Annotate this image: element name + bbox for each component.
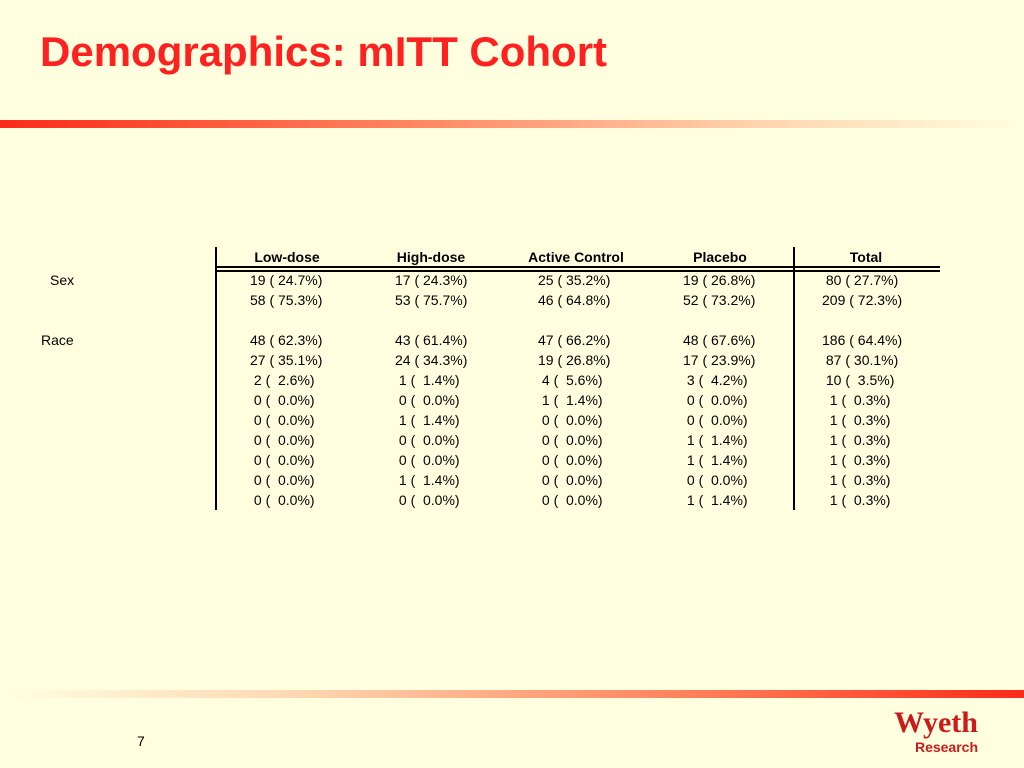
table-cell: 80 ( 27.7%) — [822, 272, 899, 288]
table-cell: 0 ( 0.0%) — [250, 452, 315, 468]
slide-title: Demographics: mITT Cohort — [40, 28, 608, 75]
header-rule-1 — [215, 266, 940, 268]
table-cell: 1 ( 0.3%) — [822, 472, 891, 488]
table-cell: 10 ( 3.5%) — [822, 372, 895, 388]
table-cell: 0 ( 0.0%) — [683, 412, 748, 428]
table-cell: 87 ( 30.1%) — [822, 352, 899, 368]
table-cell: 25 ( 35.2%) — [538, 272, 611, 288]
table-cell: 0 ( 0.0%) — [683, 472, 748, 488]
table-cell: 2 ( 2.6%) — [250, 372, 315, 388]
table-cell: 1 ( 1.4%) — [395, 372, 460, 388]
table-cell: 0 ( 0.0%) — [250, 392, 315, 408]
col-header-total: Total — [849, 249, 883, 265]
table-cell: 0 ( 0.0%) — [395, 452, 460, 468]
table-cell: 1 ( 0.3%) — [822, 492, 891, 508]
col-header-low-dose: Low-dose — [254, 249, 320, 265]
table-cell: 1 ( 1.4%) — [683, 432, 748, 448]
logo-subtitle: Research — [914, 739, 978, 755]
table-cell: 209 ( 72.3%) — [822, 292, 903, 308]
wyeth-research-logo — [866, 708, 978, 755]
top-divider — [0, 120, 1024, 128]
table-cell: 19 ( 26.8%) — [538, 352, 611, 368]
table-cell: 17 ( 23.9%) — [683, 352, 756, 368]
table-cell: 48 ( 67.6%) — [683, 332, 756, 348]
table-cell: 0 ( 0.0%) — [538, 452, 603, 468]
table-cell: 0 ( 0.0%) — [250, 432, 315, 448]
left-column-rule — [215, 247, 217, 510]
page-number: 7 — [137, 733, 145, 749]
table-cell: 27 ( 35.1%) — [250, 352, 323, 368]
table-cell: 186 ( 64.4%) — [822, 332, 903, 348]
table-cell: 19 ( 24.7%) — [250, 272, 323, 288]
group-label-race: Race — [41, 332, 74, 348]
table-cell: 0 ( 0.0%) — [250, 412, 315, 428]
table-cell: 0 ( 0.0%) — [395, 432, 460, 448]
table-cell: 4 ( 5.6%) — [538, 372, 603, 388]
table-cell: 1 ( 0.3%) — [822, 392, 891, 408]
logo-wordmark: Wyeth — [894, 706, 978, 739]
col-header-placebo: Placebo — [693, 249, 747, 265]
table-cell: 0 ( 0.0%) — [538, 472, 603, 488]
table-cell: 0 ( 0.0%) — [395, 392, 460, 408]
table-cell: 24 ( 34.3%) — [395, 352, 468, 368]
table-cell: 1 ( 0.3%) — [822, 412, 891, 428]
table-cell: 3 ( 4.2%) — [683, 372, 748, 388]
table-cell: 1 ( 1.4%) — [538, 392, 603, 408]
table-cell: 0 ( 0.0%) — [395, 492, 460, 508]
col-header-active-control: Active Control — [528, 249, 624, 265]
group-label-sex: Sex — [50, 272, 75, 288]
table-cell: 19 ( 26.8%) — [683, 272, 756, 288]
table-cell: 58 ( 75.3%) — [250, 292, 323, 308]
table-cell: 52 ( 73.2%) — [683, 292, 756, 308]
table-cell: 0 ( 0.0%) — [538, 492, 603, 508]
table-cell: 1 ( 1.4%) — [395, 412, 460, 428]
table-cell: 46 ( 64.8%) — [538, 292, 611, 308]
table-cell: 1 ( 0.3%) — [822, 432, 891, 448]
table-cell: 0 ( 0.0%) — [250, 492, 315, 508]
table-cell: 47 ( 66.2%) — [538, 332, 611, 348]
table-cell: 1 ( 1.4%) — [683, 492, 748, 508]
table-cell: 1 ( 0.3%) — [822, 452, 891, 468]
table-cell: 1 ( 1.4%) — [395, 472, 460, 488]
table-cell: 53 ( 75.7%) — [395, 292, 468, 308]
table-cell: 0 ( 0.0%) — [538, 432, 603, 448]
table-cell: 48 ( 62.3%) — [250, 332, 323, 348]
table-cell: 17 ( 24.3%) — [395, 272, 468, 288]
table-cell: 0 ( 0.0%) — [538, 412, 603, 428]
col-header-high-dose: High-dose — [396, 249, 466, 265]
table-cell: 1 ( 1.4%) — [683, 452, 748, 468]
table-cell: 43 ( 61.4%) — [395, 332, 468, 348]
table-cell: 0 ( 0.0%) — [250, 472, 315, 488]
total-column-rule — [793, 247, 795, 510]
table-cell: 0 ( 0.0%) — [683, 392, 748, 408]
bottom-divider — [0, 690, 1024, 698]
